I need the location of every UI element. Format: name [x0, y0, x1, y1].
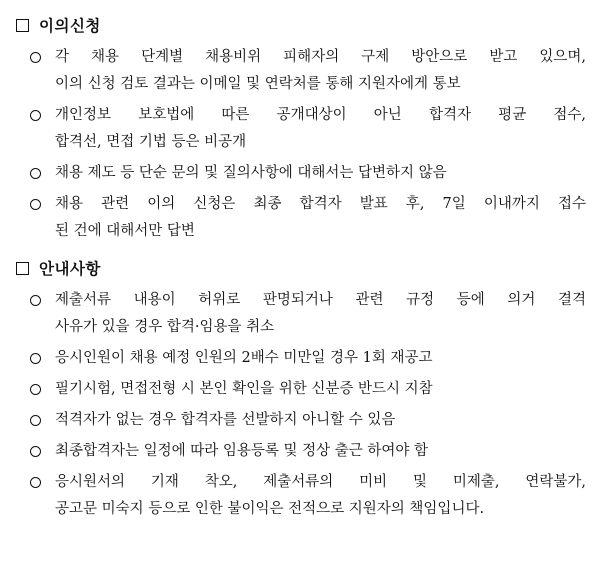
item-line: 제출서류 내용이 허위로 판명되거나 관련 규정 등에 의거 결격 — [55, 292, 586, 308]
list-item — [12, 438, 586, 465]
item-line: 필기시험, 면접전형 시 본인 확인을 위한 신분증 반드시 지참 — [55, 381, 433, 397]
list-item — [12, 191, 586, 245]
item-line: 된 건에 대해서만 답변 — [55, 223, 195, 239]
item-text — [55, 160, 586, 187]
item-line: 응시인원이 채용 예정 인원의 2배수 미만일 경우 1회 재공고 — [55, 350, 433, 366]
circle-bullet-icon — [30, 353, 41, 364]
item-line: 채용 관련 이의 신청은 최종 합격자 발표 후, 7일 이내까지 접수 — [55, 196, 586, 212]
circle-bullet-icon — [30, 295, 41, 306]
section-title: 이의신청 — [39, 16, 101, 35]
circle-bullet-icon — [30, 110, 41, 121]
circle-bullet-icon — [30, 477, 41, 488]
item-line: 사유가 있을 경우 합격·임용을 취소 — [55, 319, 275, 335]
list-item — [12, 287, 586, 341]
item-line: 적격자가 없는 경우 합격자를 선발하지 아니할 수 있음 — [55, 412, 396, 428]
circle-bullet-icon — [30, 384, 41, 395]
list-item — [12, 44, 586, 98]
item-text — [55, 287, 586, 341]
item-text — [55, 102, 586, 156]
circle-bullet-icon — [30, 52, 41, 63]
section-header — [12, 255, 586, 281]
item-text — [55, 345, 586, 372]
item-line: 공고문 미숙지 등으로 인한 불이익은 전적으로 지원자의 책임입니다. — [55, 501, 485, 517]
item-text — [55, 407, 586, 434]
item-line: 합격선, 면접 기법 등은 비공개 — [55, 134, 247, 150]
circle-bullet-icon — [30, 415, 41, 426]
item-list — [12, 44, 586, 245]
checkbox-square-icon — [16, 19, 29, 32]
item-list — [12, 287, 586, 523]
item-line: 채용 제도 등 단순 문의 및 질의사항에 대해서는 답변하지 않음 — [55, 165, 447, 181]
list-item — [12, 407, 586, 434]
item-text — [55, 44, 586, 98]
list-item — [12, 469, 586, 523]
circle-bullet-icon — [30, 446, 41, 457]
circle-bullet-icon — [30, 199, 41, 210]
item-line: 응시원서의 기재 착오, 제출서류의 미비 및 미제출, 연락불가, — [55, 474, 586, 490]
section-header — [12, 12, 586, 38]
item-text — [55, 438, 586, 465]
section-notice — [12, 255, 586, 523]
list-item — [12, 345, 586, 372]
checkbox-square-icon — [16, 262, 29, 275]
item-text — [55, 469, 586, 523]
list-item — [12, 102, 586, 156]
item-text — [55, 191, 586, 245]
item-line: 최종합격자는 일정에 따라 임용등록 및 정상 출근 하여야 함 — [55, 443, 429, 459]
item-line: 이의 신청 검토 결과는 이메일 및 연락처를 통해 지원자에게 통보 — [55, 76, 461, 92]
list-item — [12, 376, 586, 403]
circle-bullet-icon — [30, 168, 41, 179]
item-line: 개인정보 보호법에 따른 공개대상이 아닌 합격자 평균 점수, — [55, 107, 586, 123]
item-line: 각 채용 단계별 채용비위 피해자의 구제 방안으로 받고 있으며, — [55, 49, 586, 65]
list-item — [12, 160, 586, 187]
section-objection — [12, 12, 586, 245]
item-text — [55, 376, 586, 403]
section-title: 안내사항 — [39, 259, 101, 278]
